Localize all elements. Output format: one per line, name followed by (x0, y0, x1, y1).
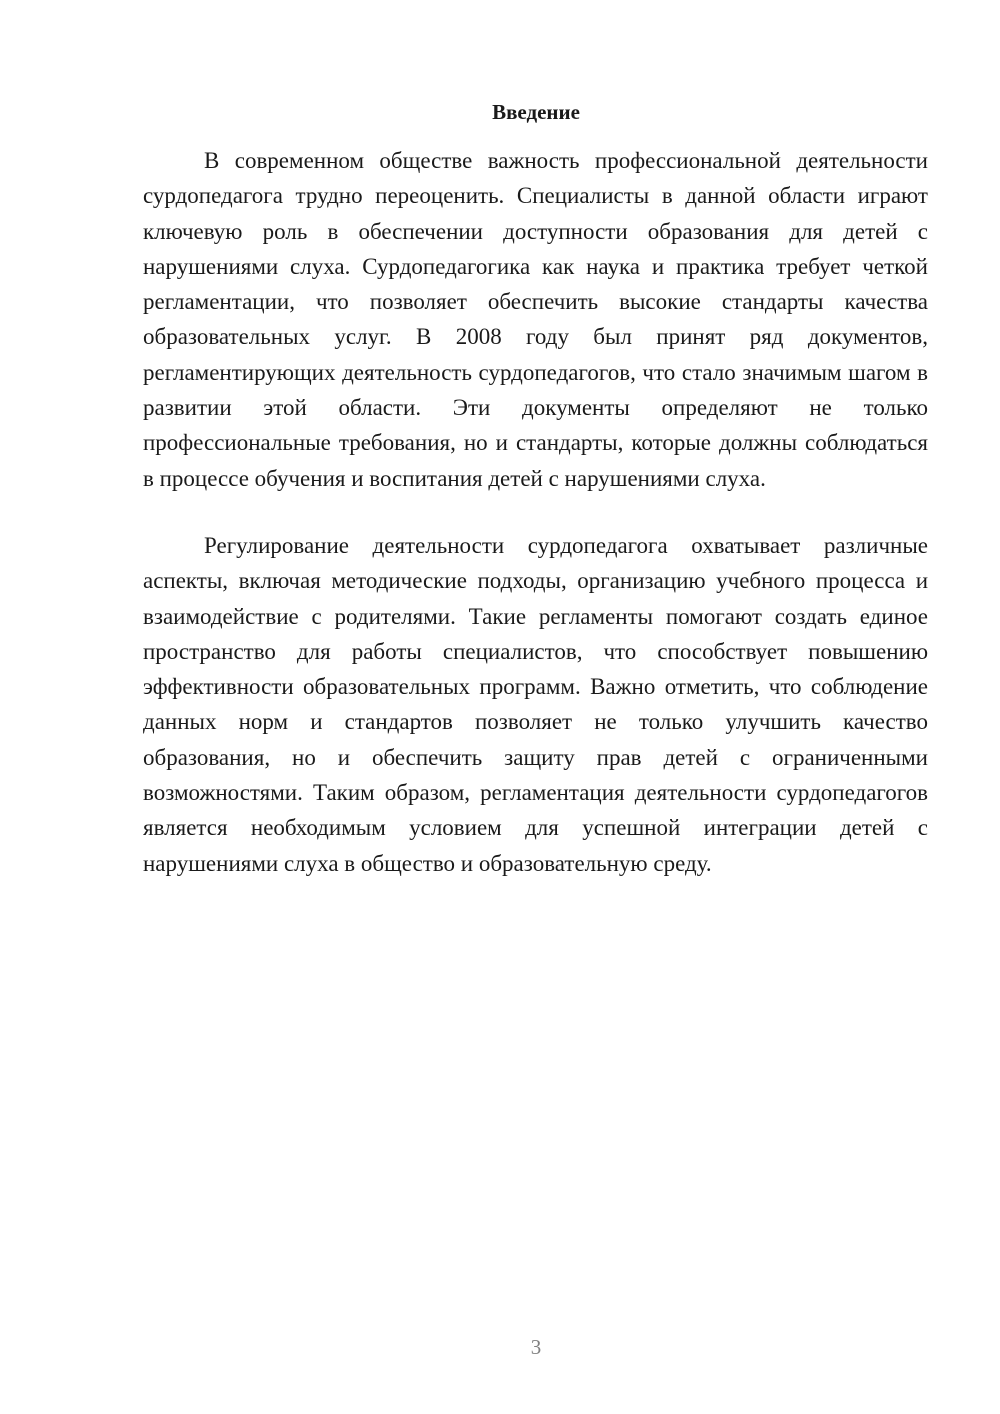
page-number: 3 (530, 1335, 542, 1359)
section-heading: Введение (492, 100, 580, 124)
body-text (143, 143, 928, 881)
paragraph-2: Регулирование деятельности сурдопедагога охватывает различные аспекты, включая методические подходы, организацию учебного процесса и взаимодействие с родителями. Такие регламенты помогают создать единое пространство для работы специалистов, что способствует повышению эффективности образовательных программ. Важно отметить, что соблюдение данных норм и стандартов позволяет не только улучшить качество образования, но и обеспечить защиту прав детей с ограниченными возможностями. Таким образом, регламентация деятельности сурдопедагогов является необходимым условием для успешной интеграции детей с нарушениями слуха в общество и образовательную среду. (143, 532, 928, 876)
paragraph-1: В современном обществе важность профессиональной деятельности сурдопедагога трудно переоценить. Специалисты в данной области играют ключевую роль в обеспечении доступности образования для детей с нарушениями слуха. Сурдопедагогика как наука и практика требует четкой регламентации, что позволяет обеспечить высокие стандарты качества образовательных услуг. В 2008 году был принят ряд документов, регламентирующих деятельность сурдопедагогов, что стало значимым шагом в развитии этой области. Эти документы определяют не только профессиональные требования, но и стандарты, которые должны соблюдаться в процессе обучения и воспитания детей с нарушениями слуха. (143, 148, 928, 491)
